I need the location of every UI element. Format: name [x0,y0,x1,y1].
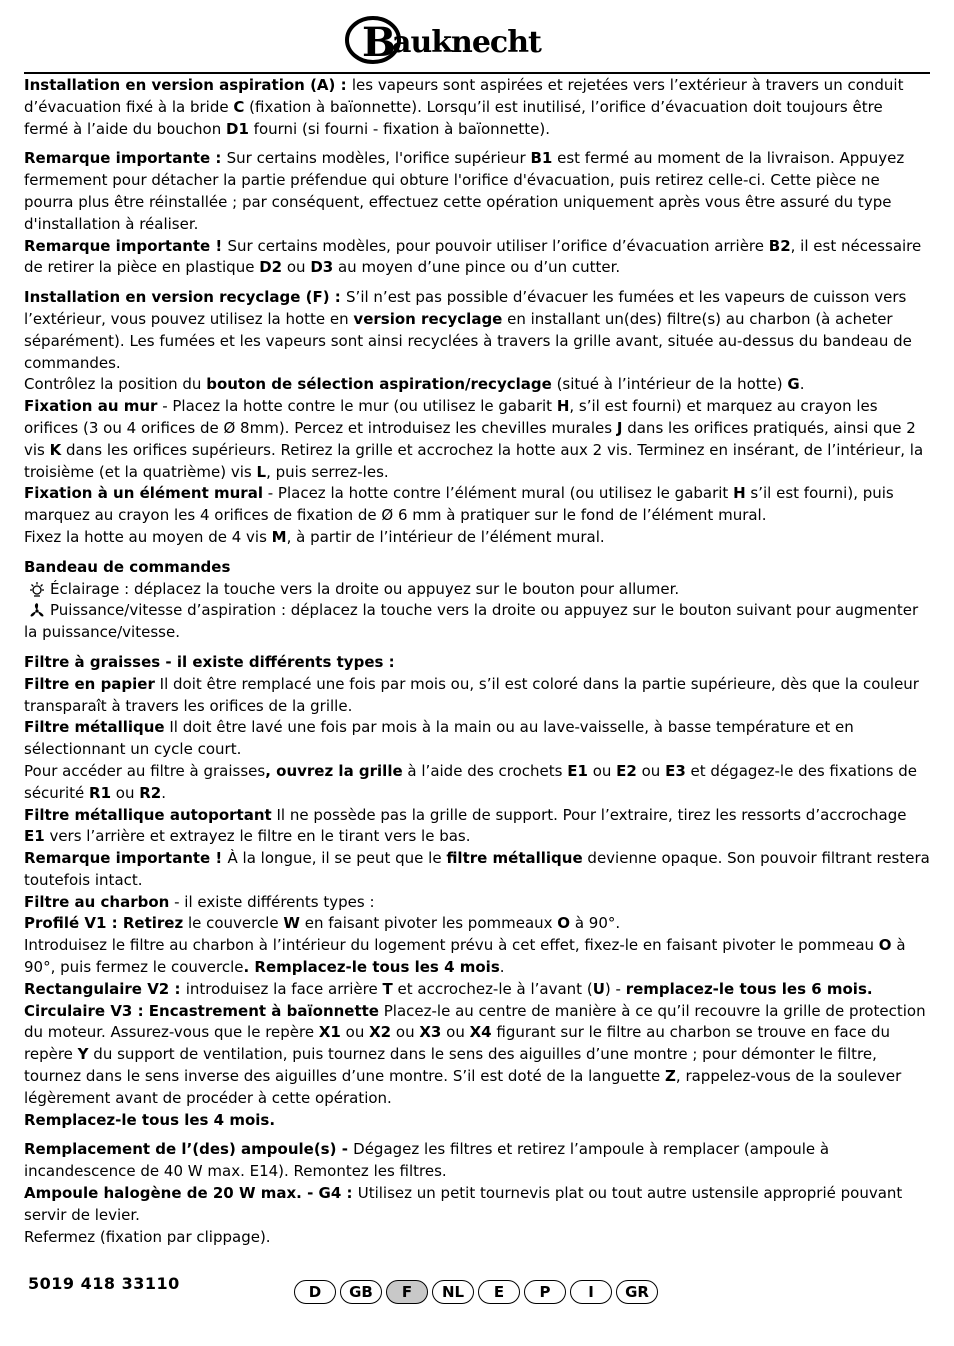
bold-run: C [233,97,245,116]
text-run: Contrôlez la position du [24,375,207,394]
paragraph [24,1110,930,1132]
language-badge-nl: NL [432,1280,474,1304]
bold-run: E1 [24,827,45,846]
bold-run: Profilé V1 : Retirez [24,914,184,933]
bauknecht-logo [344,14,554,66]
paragraph [24,579,930,601]
paragraph [24,913,930,935]
text-run: , rappelez-vous de la soulever légèrement avant de procéder à cette opération. [24,1067,902,1107]
bold-run: bouton de sélection aspiration/recyclage [206,375,552,394]
paragraph [24,805,930,849]
bold-run: M [271,527,287,546]
language-badge-gr: GR [616,1280,658,1304]
bold-run: Remarque importante ! [24,236,228,255]
text-run: S’il n’est pas possible d’évacuer les fumées et les vapeurs de cuisson vers l’extérieur, vous pouvez utilisez la hotte en [24,288,907,328]
language-badge-e: E [478,1280,520,1304]
text-run: ou [111,783,140,802]
bold-run: O [878,936,892,955]
bold-run: Filtre métallique [24,718,165,737]
bold-run: X2 [369,1023,392,1042]
language-badge-gb: GB [340,1280,382,1304]
bold-run: D3 [310,258,334,277]
bold-run: R1 [89,783,112,802]
bold-run: Remarque importante ! [24,849,228,868]
bold-run: version recyclage [353,309,503,328]
bold-run: Fixation au mur [24,397,158,416]
text-run: en faisant pivoter les pommeaux [299,914,558,933]
language-badge-i: I [570,1280,612,1304]
text-run: (situé à l’intérieur de la hotte) [551,375,788,394]
bold-run: Installation en version aspiration (A) : [24,76,352,94]
bold-run: Filtre au charbon [24,892,170,911]
bold-run: H [733,484,746,503]
bold-run: L [256,462,267,481]
paragraph [24,1183,930,1227]
document-body [24,75,930,1248]
fan-icon [28,602,46,618]
paragraph [24,374,930,396]
text-run: dans les orifices pratiqués, ainsi que 2 vis [24,418,916,459]
bulb-icon [28,581,46,597]
text-run: - Placez la hotte contre l’élément mural (ou utilisez le gabarit [262,484,734,503]
text-run: Utilisez un petit tournevis plat ou tout autre ustensile approprié pouvant servir de levier. [24,1184,903,1224]
language-badge-f: F [386,1280,428,1304]
text-run: fourni (si fourni - fixation à baïonnette). [248,119,550,138]
text-run: Placez-le au centre de manière à ce qu’il recouvre la grille de protection du moteur. Assurez-vous que le repère [24,1001,926,1042]
text-run: et dégagez-le des fixations de sécurité [24,761,918,802]
bold-run: Filtre en papier [24,674,155,693]
text-run: , il est nécessaire de retirer la pièce en plastique [24,236,922,277]
text-run: - Placez la hotte contre le mur (ou utilisez le gabarit [157,397,557,416]
text-run: à l’aide des crochets [402,761,568,780]
text-run: Puissance/vitesse d’aspiration : déplacez la touche vers la droite ou appuyez sur le bouton suivant pour augmenter la puissance/vitesse. [24,601,919,642]
paragraph [24,396,930,483]
bold-run: B2 [768,236,791,255]
text-run: Il doit être remplacé une fois par mois ou, s’il est coloré dans la partie supérieure, dès que la couleur transparaît à travers les orifices de la grille. [24,674,919,715]
paragraph [24,1139,930,1183]
bold-run: Remplacement de l’(des) ampoule(s) - [24,1140,354,1159]
bold-run: filtre métallique [446,849,583,868]
paragraph [24,674,930,718]
text-run: Fixez la hotte au moyen de 4 vis [24,527,272,546]
bold-run: . Remplacez-le tous les 4 mois [243,958,500,977]
bold-run: D1 [226,119,249,138]
text-run: du support de ventilation, puis tournez dans le sens des aiguilles d’une montre ; pour démonter le filtre, tournez dans le sens inverse des aiguilles d’une montre. S’il est doté de la languette [24,1045,877,1086]
text-run: vers l’arrière et extrayez le filtre en le tirant vers le bas. [44,827,471,846]
text-run: Refermez (fixation par clippage). [24,1227,271,1246]
language-badge-d: D [294,1280,336,1304]
bold-run: Y [77,1045,89,1064]
bold-run: Bandeau de commandes [24,557,231,576]
paragraph [24,935,930,979]
paragraph [24,287,930,374]
bold-run: W [283,914,300,933]
svg-text:B: B [362,19,396,66]
text-run: et accrochez-le à l’avant ( [392,979,593,998]
bold-run: Filtre métallique autoportant [24,805,272,824]
text-run: à 90°, puis fermez le couvercle [24,936,906,977]
bold-run: G [787,375,800,394]
bold-run: E3 [665,761,686,780]
text-run: ou [282,258,311,277]
paragraph [24,1227,930,1249]
text-run: ou [636,761,666,780]
text-run: les vapeurs sont aspirées et rejetées vers l’extérieur à travers un conduit d’évacuation fixé à la bride [24,76,904,116]
bold-run: D2 [259,258,283,277]
bold-run: Circulaire V3 : Encastrement à baïonnette [24,1001,379,1020]
bold-run: U [592,979,605,998]
part-number: 5019 418 33110 [28,1274,180,1293]
bold-run: Installation en version recyclage (F) : [24,288,347,307]
header-rule [24,72,930,74]
text-run: . [799,375,805,394]
text-run: Pour accéder au filtre à graisses [24,761,266,780]
paragraph [24,717,930,761]
text-run: figurant sur le filtre au charbon se trouve en face du repère [24,1023,891,1064]
text-run: ou [587,761,617,780]
text-run: devienne opaque. Son pouvoir filtrant restera toutefois intact. [24,849,930,889]
bold-run: J [616,418,623,437]
text-run: au moyen d’une pince ou d’un cutter. [333,258,621,277]
bold-run: R2 [139,783,162,802]
text-run: . [499,958,505,977]
paragraph [24,892,930,914]
paragraph [24,527,930,549]
bold-run: E1 [567,761,588,780]
bold-run: Ampoule halogène de 20 W max. - G4 : [24,1184,358,1203]
text-run: Il ne possède pas la grille de support. Pour l’extraire, tirez les ressorts d’accrochage [271,805,907,824]
text-run: Éclairage : déplacez la touche vers la droite ou appuyez sur le bouton pour allumer. [50,579,680,598]
language-selector [294,1280,658,1304]
text-run: , à partir de l’intérieur de l’élément mural. [286,527,605,546]
paragraph [24,75,930,140]
text-run: Dégagez les filtres et retirez l’ampoule à remplacer (ampoule à incandescence de 40 W max. E14). Remontez les filtres. [24,1140,830,1181]
text-run: s’il est fourni), puis marquez au crayon les 4 orifices de fixation de Ø 6 mm à pratiquer sur le fond de l’élément mural. [24,484,894,525]
bold-run: X4 [469,1023,492,1042]
bold-run: , ouvrez la grille [265,761,403,780]
paragraph [24,979,930,1001]
text-run: en installant un(des) filtre(s) au charbon (à acheter séparément). Les fumées et les vapeurs sont ainsi recyclées à travers la grille avant, située au-dessus du bandeau de commandes. [24,309,912,372]
bold-run: Fixation à un élément mural [24,484,263,503]
bold-run: B1 [530,149,553,168]
bold-run: E2 [616,761,637,780]
bold-run: Rectangulaire V2 : [24,979,186,998]
text-run: est fermé au moment de la livraison. Appuyez fermement pour détacher la partie préfendue qui obture l'orifice d'évacuation, puis retirez celle-ci. Cette pièce ne pourra plus être réinstallée ; par conséquent, effectuez cette opération uniquement après vous être assuré du type d'installation à réaliser. [24,149,905,233]
paragraph [24,761,930,805]
bold-run: O [557,914,571,933]
text-run: . [161,783,167,802]
language-badge-p: P [524,1280,566,1304]
bold-run: X3 [419,1023,442,1042]
bold-run: remplacez-le tous les 6 mois. [625,979,873,998]
text-run: , puis serrez-les. [266,462,389,481]
text-run: Il doit être lavé une fois par mois à la main ou au lave-vaisselle, à basse température et en sélectionnant un cycle court. [24,718,854,759]
bold-run: Filtre à graisses - il existe différents types : [24,652,395,671]
bold-run: H [556,397,570,416]
text-run: ou [441,1023,470,1042]
bold-run: Remarque importante : [24,149,227,168]
text-run: ou [391,1023,420,1042]
text-run: (fixation à baïonnette). Lorsqu’il est inutilisé, l’orifice d’évacuation doit toujours être fermé à l’aide du bouchon [24,97,883,138]
svg-text:auknecht: auknecht [392,25,541,60]
text-run: Introduisez le filtre au charbon à l’intérieur du logement prévu à cet effet, fixez-le en faisant pivoter le pommeau [24,936,879,955]
text-run: À la longue, il se peut que le [227,849,447,868]
text-run: Sur certains modèles, pour pouvoir utiliser l’orifice d’évacuation arrière [227,236,769,255]
paragraph [24,236,930,280]
paragraph [24,600,930,644]
text-run: à 90°. [570,914,621,933]
paragraph [24,652,930,674]
paragraph [24,557,930,579]
text-run: le couvercle [183,914,284,933]
paragraph [24,148,930,235]
bold-run: Remplacez-le tous les 4 mois. [24,1110,276,1129]
text-run: Sur certains modèles, l'orifice supérieur [226,149,531,168]
text-run: - il existe différents types : [169,892,375,911]
bold-run: T [382,979,393,998]
bold-run: K [49,440,62,459]
paragraph [24,1001,930,1110]
text-run: ) - [604,979,626,998]
bold-run: Z [665,1067,676,1086]
text-run: ou [340,1023,370,1042]
text-run: dans les orifices supérieurs. Retirez la grille et accrochez la hotte aux 2 vis. Terminez en insérant, de l’intérieur, la troisième (et la quatrième) vis [24,440,924,481]
paragraph [24,483,930,527]
text-run: introduisez la face arrière [185,979,383,998]
bold-run: X1 [318,1023,341,1042]
paragraph [24,848,930,892]
text-run: , s’il est fourni) et marquez au crayon les orifices (3 ou 4 orifices de Ø 8mm). Percez et introduisez les chevilles murales [24,397,878,437]
